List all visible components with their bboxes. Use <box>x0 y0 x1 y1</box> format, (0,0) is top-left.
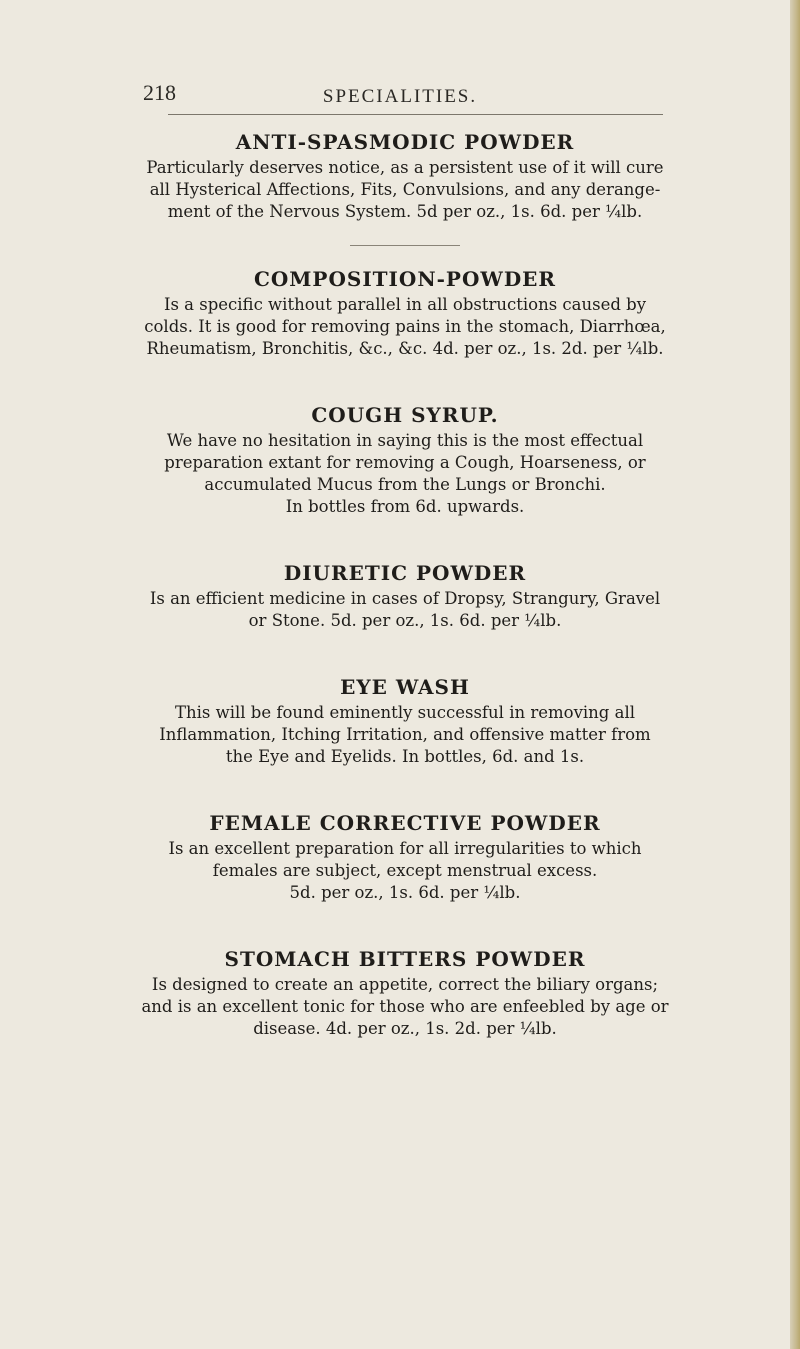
entry-line: This will be found eminently successful in removing all <box>174 703 635 722</box>
entry-body <box>40 588 770 632</box>
spacer <box>40 518 770 558</box>
entry-body <box>40 838 770 904</box>
entry-eye-wash <box>40 672 770 768</box>
entry-line: Particularly deserves notice, as a persistent use of it will cure <box>146 158 664 177</box>
entry-title: FEMALE CORRECTIVE POWDER <box>209 811 601 835</box>
entry-line: or Stone. 5d. per oz., 1s. 6d. per ¼lb. <box>248 611 562 630</box>
entry-line: Is an efficient medicine in cases of Dropsy, Strangury, Gravel <box>149 589 661 608</box>
entry-title: EYE WASH <box>340 675 470 699</box>
entry-line: In bottles from 6d. upwards. <box>285 497 525 516</box>
spacer <box>40 904 770 944</box>
entry-anti-spasmodic-powder <box>40 127 770 223</box>
entry-title: ANTI-SPASMODIC POWDER <box>235 130 575 154</box>
entry-line: and is an excellent tonic for those who are enfeebled by age or <box>141 997 669 1016</box>
divider <box>350 245 460 246</box>
entry-diuretic-powder <box>40 558 770 632</box>
spacer <box>40 360 770 400</box>
running-head: SPECIALITIES. <box>322 86 478 107</box>
entry-body <box>40 702 770 768</box>
entry-female-corrective-powder <box>40 808 770 904</box>
entry-line: disease. 4d. per oz., 1s. 2d. per ¼lb. <box>253 1019 557 1038</box>
entries-list <box>40 127 770 1040</box>
entry-body <box>40 157 770 223</box>
entry-line: ment of the Nervous System. 5d per oz., 1s. 6d. per ¼lb. <box>167 202 643 221</box>
entry-line: Inflammation, Itching Irritation, and offensive matter from <box>159 725 651 744</box>
entry-line: preparation extant for removing a Cough, Hoarseness, or <box>164 453 646 472</box>
page-number: 218 <box>143 80 176 105</box>
entry-line: all Hysterical Affections, Fits, Convulsions, and any derange- <box>149 180 661 199</box>
header-rule <box>168 114 663 115</box>
spacer <box>40 768 770 808</box>
entry-cough-syrup <box>40 400 770 518</box>
entry-line: Is designed to create an appetite, correct the biliary organs; <box>151 975 659 994</box>
entry-body <box>40 430 770 518</box>
entry-title: COUGH SYRUP. <box>311 403 499 427</box>
entry-line: We have no hesitation in saying this is the most effectual <box>166 431 644 450</box>
entry-line: colds. It is good for removing pains in the stomach, Diarrhœa, <box>144 317 666 336</box>
entry-title: STOMACH BITTERS POWDER <box>224 947 586 971</box>
page-edge <box>790 0 800 1349</box>
entry-line: the Eye and Eyelids. In bottles, 6d. and 1s. <box>225 747 585 766</box>
entry-composition-powder <box>40 264 770 360</box>
entry-body <box>40 294 770 360</box>
entry-line: Is an excellent preparation for all irregularities to which <box>168 839 642 858</box>
entry-stomach-bitters-powder <box>40 944 770 1040</box>
entry-line: females are subject, except menstrual excess. <box>212 861 598 880</box>
entry-title: COMPOSITION-POWDER <box>253 267 557 291</box>
entry-body <box>40 974 770 1040</box>
entry-line: Rheumatism, Bronchitis, &c., &c. 4d. per oz., 1s. 2d. per ¼lb. <box>146 339 664 358</box>
spacer <box>40 632 770 672</box>
entry-title: DIURETIC POWDER <box>283 561 527 585</box>
entry-line: Is a specific without parallel in all obstructions caused by <box>163 295 647 314</box>
entry-line: accumulated Mucus from the Lungs or Bronchi. <box>204 475 606 494</box>
entry-line: 5d. per oz., 1s. 6d. per ¼lb. <box>289 883 521 902</box>
